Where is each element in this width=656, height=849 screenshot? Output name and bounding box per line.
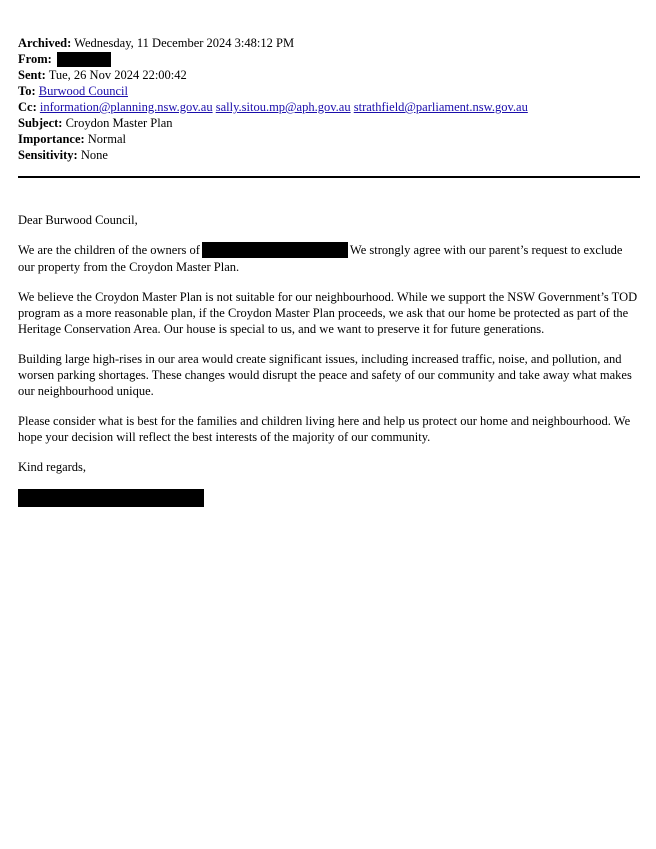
paragraph-4: Please consider what is best for the families and children living here and help us protect our home and neighbourhood. We hope your decision will reflect the best interests of the majority of our community.: [18, 414, 631, 445]
paragraph-2: We believe the Croydon Master Plan is not suitable for our neighbourhood. While we support the NSW Government’s TOD program as a more reasonable plan, if the Croydon Master Plan proceeds, we ask that our home be protected as part of the Heritage Conservation Area. Our house is special to us, and we want to preserve it for future generations.: [18, 290, 638, 337]
cc-link-planning[interactable]: information@planning.nsw.gov.au: [39, 100, 213, 114]
subject-row: [18, 115, 638, 131]
to-label: To:: [18, 84, 36, 98]
closing: Kind regards,: [18, 460, 87, 475]
sensitivity-label: Sensitivity:: [18, 148, 78, 162]
archived-value: Wednesday, 11 December 2024 3:48:12 PM: [74, 36, 295, 50]
email-header: [18, 35, 638, 163]
sensitivity-row: [18, 147, 638, 163]
from-label: From:: [18, 52, 52, 66]
paragraph-1-end: We strongly agree with our parent’s request to exclude our property from the Croydon Master Plan.: [18, 243, 623, 275]
subject-label: Subject:: [18, 116, 63, 130]
importance-value: Normal: [87, 132, 126, 146]
subject-value: Croydon Master Plan: [65, 116, 173, 130]
sent-label: Sent:: [18, 68, 46, 82]
cc-row: [18, 99, 638, 115]
archived-label: Archived:: [18, 36, 72, 50]
header-divider: [18, 176, 640, 178]
cc-link-sally-sitou[interactable]: sally.sitou.mp@aph.gov.au: [215, 100, 351, 114]
cc-link-strathfield[interactable]: strathfield@parliament.nsw.gov.au: [353, 100, 528, 114]
paragraph-3: Building large high-rises in our area would create significant issues, including increased traffic, noise, and pollution, and worsen parking shortages. These changes would disrupt the peace and safety of our community and take away what makes our neighbourhood unique.: [18, 352, 632, 399]
email-body: [18, 212, 640, 507]
signature-redaction: [18, 489, 204, 507]
cc-label: Cc:: [18, 100, 37, 114]
sent-row: [18, 67, 638, 83]
importance-label: Importance:: [18, 132, 85, 146]
to-row: [18, 83, 638, 99]
salutation: Dear Burwood Council,: [18, 213, 138, 227]
from-redaction: [57, 52, 111, 67]
paragraph-1-start: We are the children of the owners of: [18, 243, 200, 257]
paragraph-1: [18, 242, 640, 275]
from-row: [18, 51, 638, 67]
address-redaction: [202, 242, 348, 258]
to-link-burwood-council[interactable]: Burwood Council: [38, 84, 128, 98]
sensitivity-value: None: [80, 148, 108, 162]
archived-row: [18, 35, 638, 51]
sent-value: Tue, 26 Nov 2024 22:00:42: [48, 68, 187, 82]
importance-row: [18, 131, 638, 147]
